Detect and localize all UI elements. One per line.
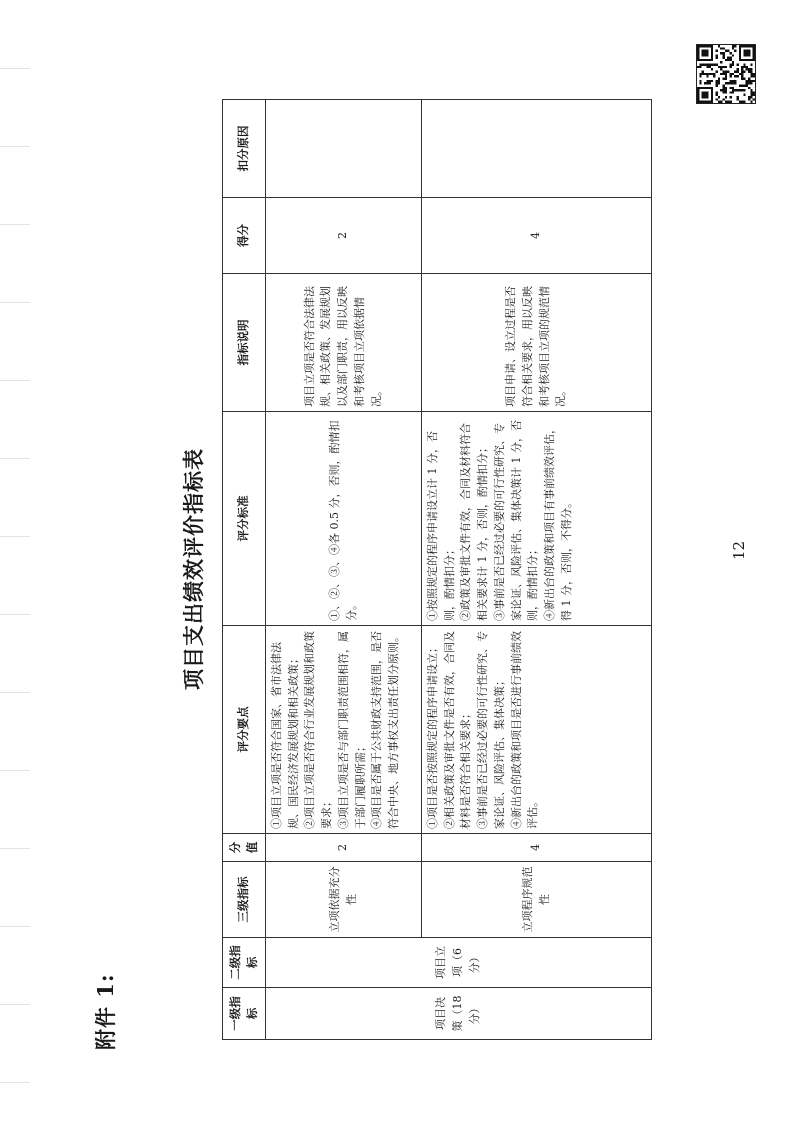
- level1-cell: 项目决策（18分）: [266, 988, 652, 1040]
- level2-cell: 项目立项（6分）: [266, 938, 652, 988]
- header-level3: 三级指标: [223, 862, 266, 938]
- criteria-cell: [422, 412, 652, 626]
- criteria-line: ①按照规定的程序申请设立计 1 分，否则，酌情扣分；: [426, 431, 456, 621]
- page-number: 12: [730, 540, 748, 560]
- attachment-heading: 附件 1:: [93, 973, 118, 1050]
- header-got: 得分: [223, 198, 266, 274]
- criteria-line: ②政策及审批文件有效，合同及材料符合相关要求计 1 分，否则，酌情扣分；: [459, 423, 490, 621]
- header-level1: 一级指标: [223, 988, 266, 1040]
- table-row: [422, 100, 652, 1040]
- got-cell: 4: [422, 198, 652, 274]
- desc-cell: 项目立项是否符合法律法规、相关政策、发展规划以及部门职责，用以反映和考核项目立项依据情况。: [266, 274, 422, 412]
- page-title: 项目支出绩效评价指标表: [181, 448, 206, 690]
- binder-margin-marks: [0, 0, 30, 1121]
- point-line: ③项目立项是否与部门职责范围相符，属于部门履职所需；: [336, 631, 367, 829]
- rotated-page: [90, 70, 760, 1050]
- score-cell: 2: [266, 834, 422, 862]
- point-line: ①项目是否按照规定的程序申请设立；: [426, 642, 439, 829]
- score-cell: 4: [422, 834, 652, 862]
- points-cell: [422, 626, 652, 834]
- header-criteria: 评分标准: [223, 412, 266, 626]
- table-row: [266, 100, 422, 1040]
- point-line: ②项目立项是否符合行业发展规划和政策要求；: [303, 631, 334, 829]
- evaluation-indicator-table: [222, 99, 652, 1040]
- criteria-line: ③事前是否已经过必要的可行性研究、专家论证、风险评估、集体决策计 1 分，否则，酌情扣分；: [492, 420, 540, 621]
- criteria-line: ④新出台的政策和项目有事前绩效评估，得 1 分，否则，不得分。: [543, 423, 573, 621]
- point-line: ③事前是否已经过必要的可行性研究、专家论证、风险评估、集体决策；: [476, 631, 506, 829]
- point-line: ②相关政策及审批文件是否有效，合同及材料是否符合相关要求；: [442, 631, 473, 829]
- point-line: ④新出台的政策和项目是否进行事前绩效评估。: [509, 631, 540, 829]
- criteria-line: ①、②、③、④各 0.5 分，否则，酌情扣分。: [327, 420, 358, 621]
- got-cell: 2: [266, 198, 422, 274]
- header-level2: 二级指标: [223, 938, 266, 988]
- header-desc: 指标说明: [223, 274, 266, 412]
- level3-cell: 立项程序规范性: [422, 862, 652, 938]
- criteria-cell: [266, 412, 422, 626]
- header-reason: 扣分原因: [223, 100, 266, 198]
- reason-cell: [266, 100, 422, 198]
- header-points: 评分要点: [223, 626, 266, 834]
- desc-cell: 项目申请、设立过程是否符合相关要求，用以反映和考核项目立项的规范情况。: [422, 274, 652, 412]
- level3-cell: 立项依据充分性: [266, 862, 422, 938]
- reason-cell: [422, 100, 652, 198]
- point-line: ④项目是否属于公共财政支持范围，是否符合中央、地方事权支出责任划分原则。: [370, 631, 401, 829]
- point-line: ①项目立项是否符合国家、省市法律法规、国民经济发展规划和相关政策；: [270, 642, 300, 829]
- table-header-row: [223, 100, 266, 1040]
- header-score: 分值: [223, 834, 266, 862]
- points-cell: [266, 626, 422, 834]
